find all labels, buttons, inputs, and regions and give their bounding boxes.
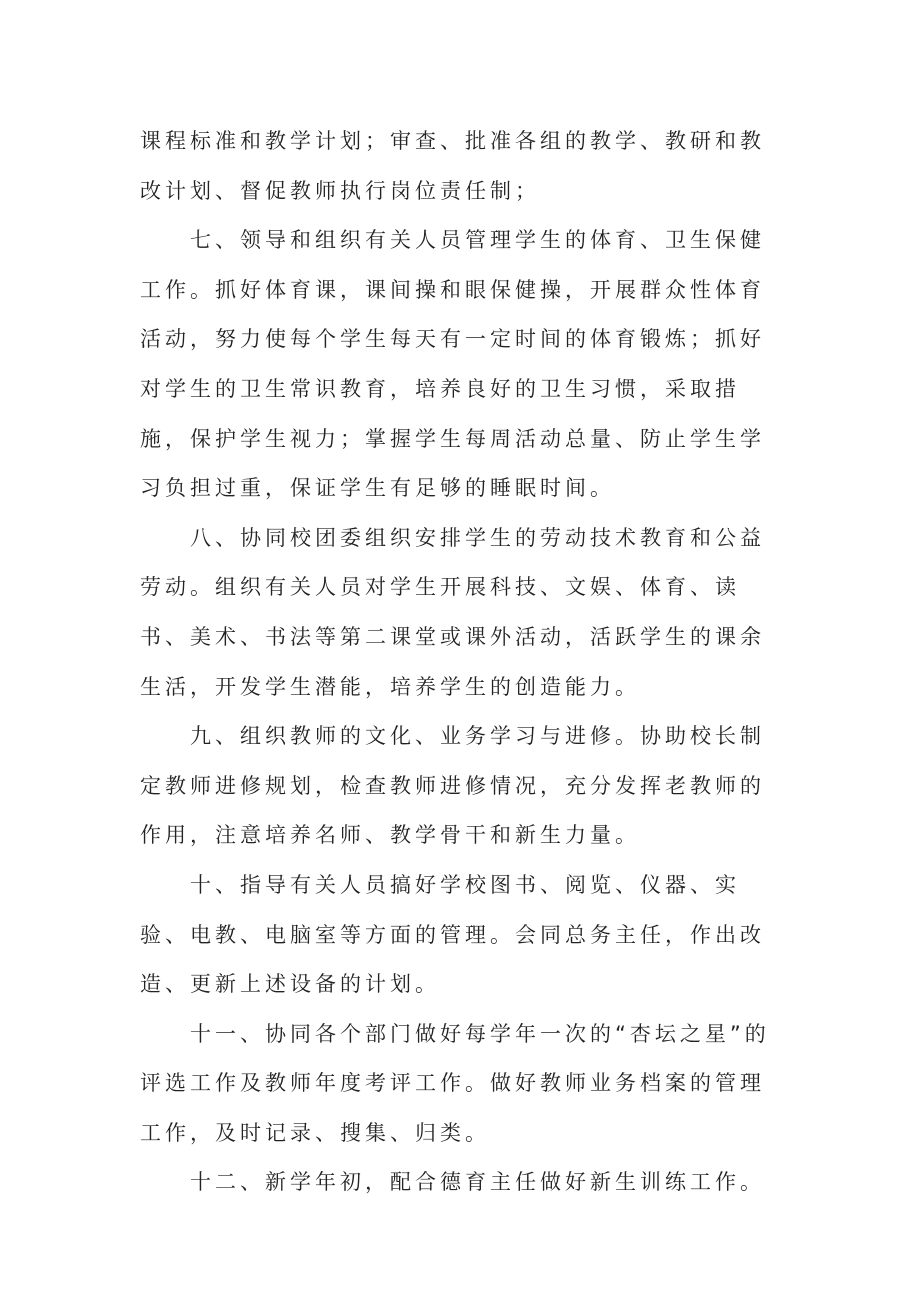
paragraph-item-7: 七、领导和组织有关人员管理学生的体育、卫生保健工作。抓好体育课，课间操和眼保健操，开展群众性体育活动，努力使每个学生每天有一定时间的体育锻炼；抓好对学生的卫生常识教育，培养良好的卫生习惯，采取措施，保护学生视力；掌握学生每周活动总量、防止学生学习负担过重，保证学生有足够的睡眠时间。: [140, 228, 765, 501]
paragraph-item-9: 九、组织教师的文化、业务学习与进修。协助校长制定教师进修规划，检查教师进修情况，充分发挥老教师的作用，注意培养名师、教学骨干和新生力量。: [140, 724, 765, 848]
paragraph-continuation: 课程标准和教学计划；审查、批准各组的教学、教研和教改计划、督促教师执行岗位责任制；: [140, 129, 765, 203]
paragraph-item-10: 十、指导有关人员搞好学校图书、阅览、仪器、实验、电教、电脑室等方面的管理。会同总务主任，作出改造、更新上述设备的计划。: [140, 872, 765, 997]
paragraph-item-11: 十一、协同各个部门做好每学年一次的“杏坛之星”的评选工作及教师年度考评工作。做好教师业务档案的管理工作，及时记录、搜集、归类。: [140, 1021, 770, 1145]
paragraph-item-12: 十二、新学年初，配合德育主任做好新生训练工作。: [190, 1170, 765, 1195]
paragraph-item-8: 八、协同校团委组织安排学生的劳动技术教育和公益劳动。组织有关人员对学生开展科技、文娱、体育、读书、美术、书法等第二课堂或课外活动，活跃学生的课余生活，开发学生潜能，培养学生的创造能力。: [140, 525, 765, 699]
document-body: [140, 117, 788, 1208]
